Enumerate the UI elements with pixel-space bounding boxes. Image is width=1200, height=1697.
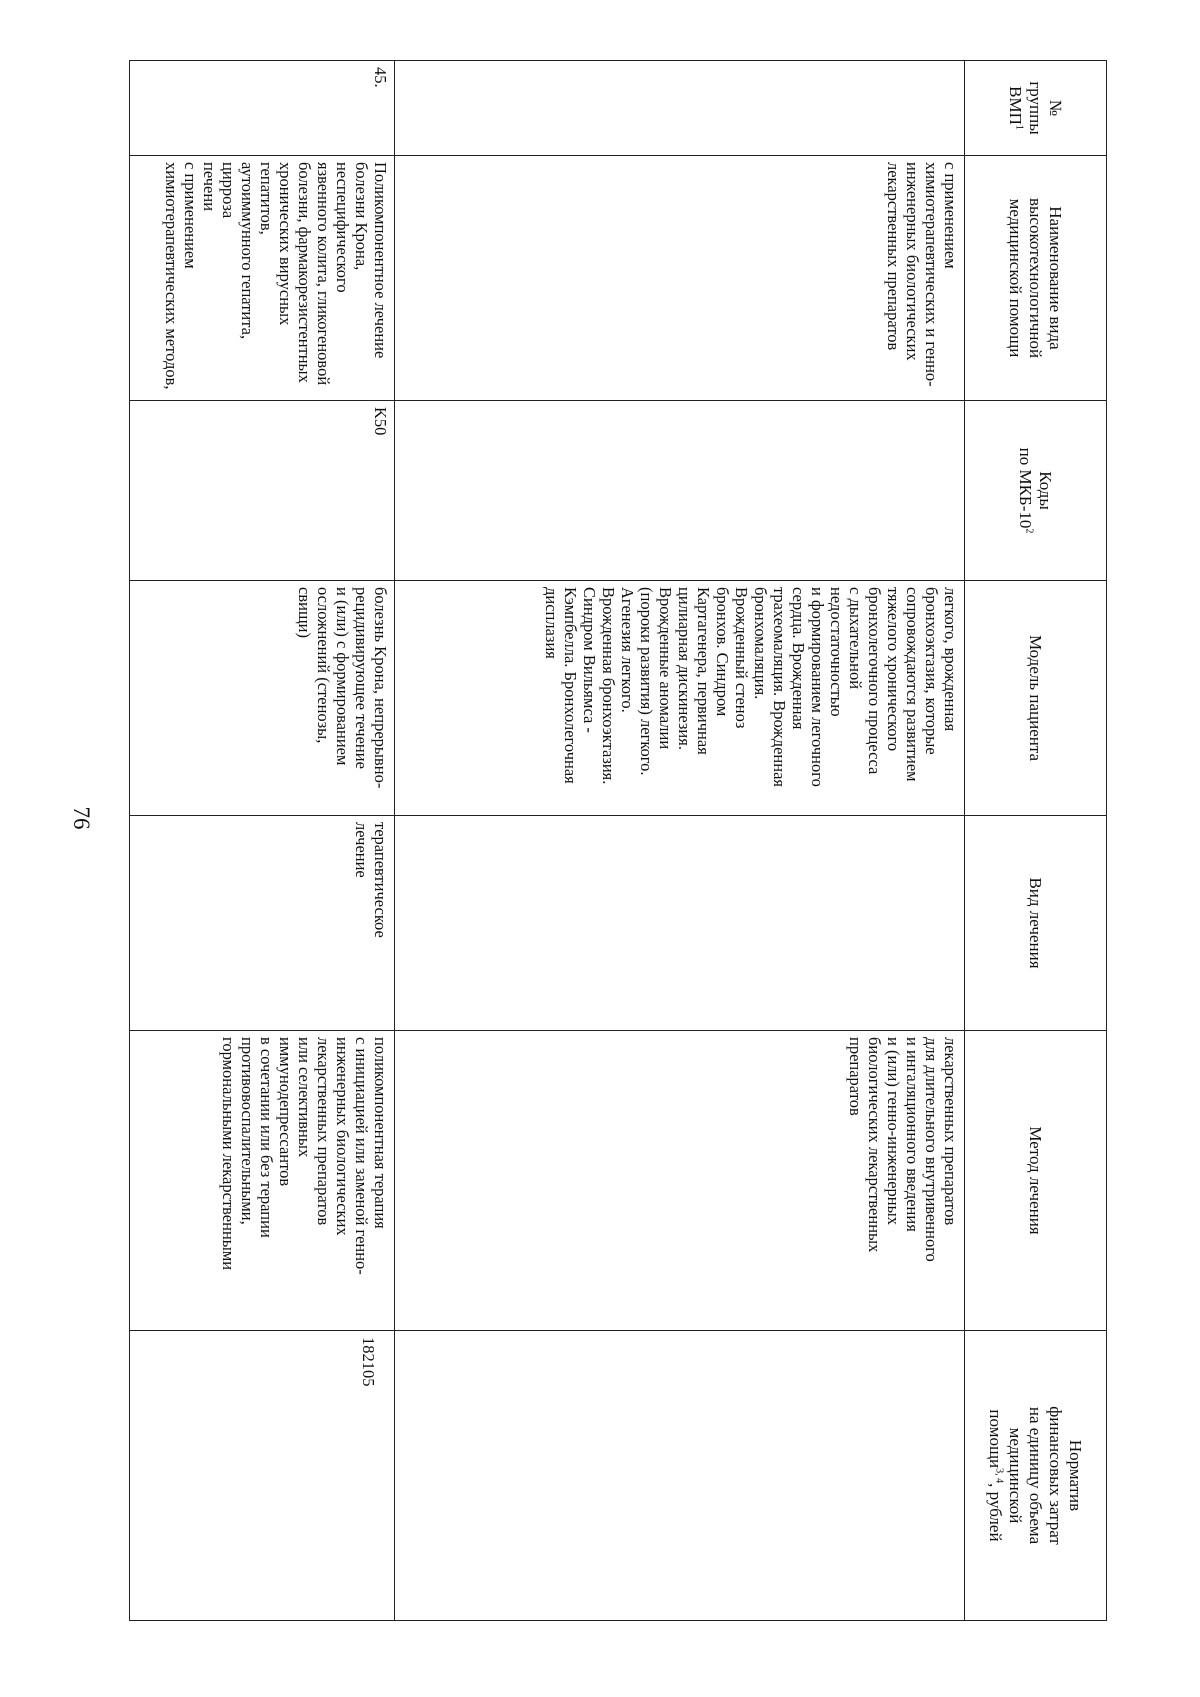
cell-name: с применением химиотерапевтических и генно- инженерных биологических лекарственных препаратов bbox=[395, 156, 965, 401]
cell-norm: 182105 bbox=[130, 1331, 395, 1621]
cell-group-no: 45. bbox=[130, 61, 395, 156]
cell-name: Поликомпонентное лечение болезни Крона, неспецифического язвенного колита, гликогеновой болезни, фармакорезистентных хронических вирусных гепатитов, аутоиммунного гепатита, цирроза печени с применением химиотерапевтических методов, bbox=[130, 156, 395, 401]
header-norm: Норматив финансовых затрат на единицу объема медицинской помощи$^{3, 4}$, рублей bbox=[965, 1331, 1107, 1621]
cell-group-no bbox=[395, 61, 965, 156]
procedures-table bbox=[129, 60, 1107, 1621]
page-number: 76 bbox=[69, 806, 94, 830]
cell-model: болезнь Крона, непрерывно- рецидивирующее течение и (или) с формированием осложнений (стенозы, свищи) bbox=[130, 581, 395, 816]
table-header-row bbox=[965, 61, 1107, 1621]
cell-method: лекарственных препаратов для длительного внутривенного и ингаляционного введения и (или) генно-инженерных биологических лекарственных препаратов bbox=[395, 1031, 965, 1331]
header-group-no: № группы ВМП$^1$ bbox=[965, 61, 1107, 156]
cell-method: поликомпонентная терапия с инициацией или заменой генно- инженерных биологических лекарственных препаратов или селективных иммунодепрессантов в сочетании или без терапии противовоспалительными, гормональными лекарственными bbox=[130, 1031, 395, 1331]
table-row bbox=[395, 61, 965, 1621]
table-row bbox=[130, 61, 395, 1621]
header-codes: Коды по МКБ-$10^2$ bbox=[965, 401, 1107, 581]
header-method: Метод лечения bbox=[965, 1031, 1107, 1331]
cell-codes: K50 bbox=[130, 401, 395, 581]
cell-kind bbox=[395, 816, 965, 1031]
cell-norm bbox=[395, 1331, 965, 1621]
cell-kind: терапевтическое лечение bbox=[130, 816, 395, 1031]
cell-codes bbox=[395, 401, 965, 581]
header-name: Наименование вида высокотехнологичной медицинской помощи bbox=[965, 156, 1107, 401]
header-model: Модель пациента bbox=[965, 581, 1107, 816]
header-kind: Вид лечения bbox=[965, 816, 1107, 1031]
cell-model: легкого, врожденная бронхоэктазия, которые сопровождаются развитием тяжелого хронического бронхолегочного процесса с дыхательной недостаточностью и формированием легочного сердца. Врожденная трахеомаляция. Врожденная бронхомаляция. Врожденный стеноз бронхов. Синдром Картагенера, первичная цилиарная дискинезия. Врожденные аномалии (пороки развития) легкого. Агенезия легкого. Врожденная бронхоэктазия. Синдром Вильямса - Кэмпбелла. Бронхолегочная дисплазия bbox=[395, 581, 965, 816]
procedures-table-sheet bbox=[130, 60, 1107, 1620]
